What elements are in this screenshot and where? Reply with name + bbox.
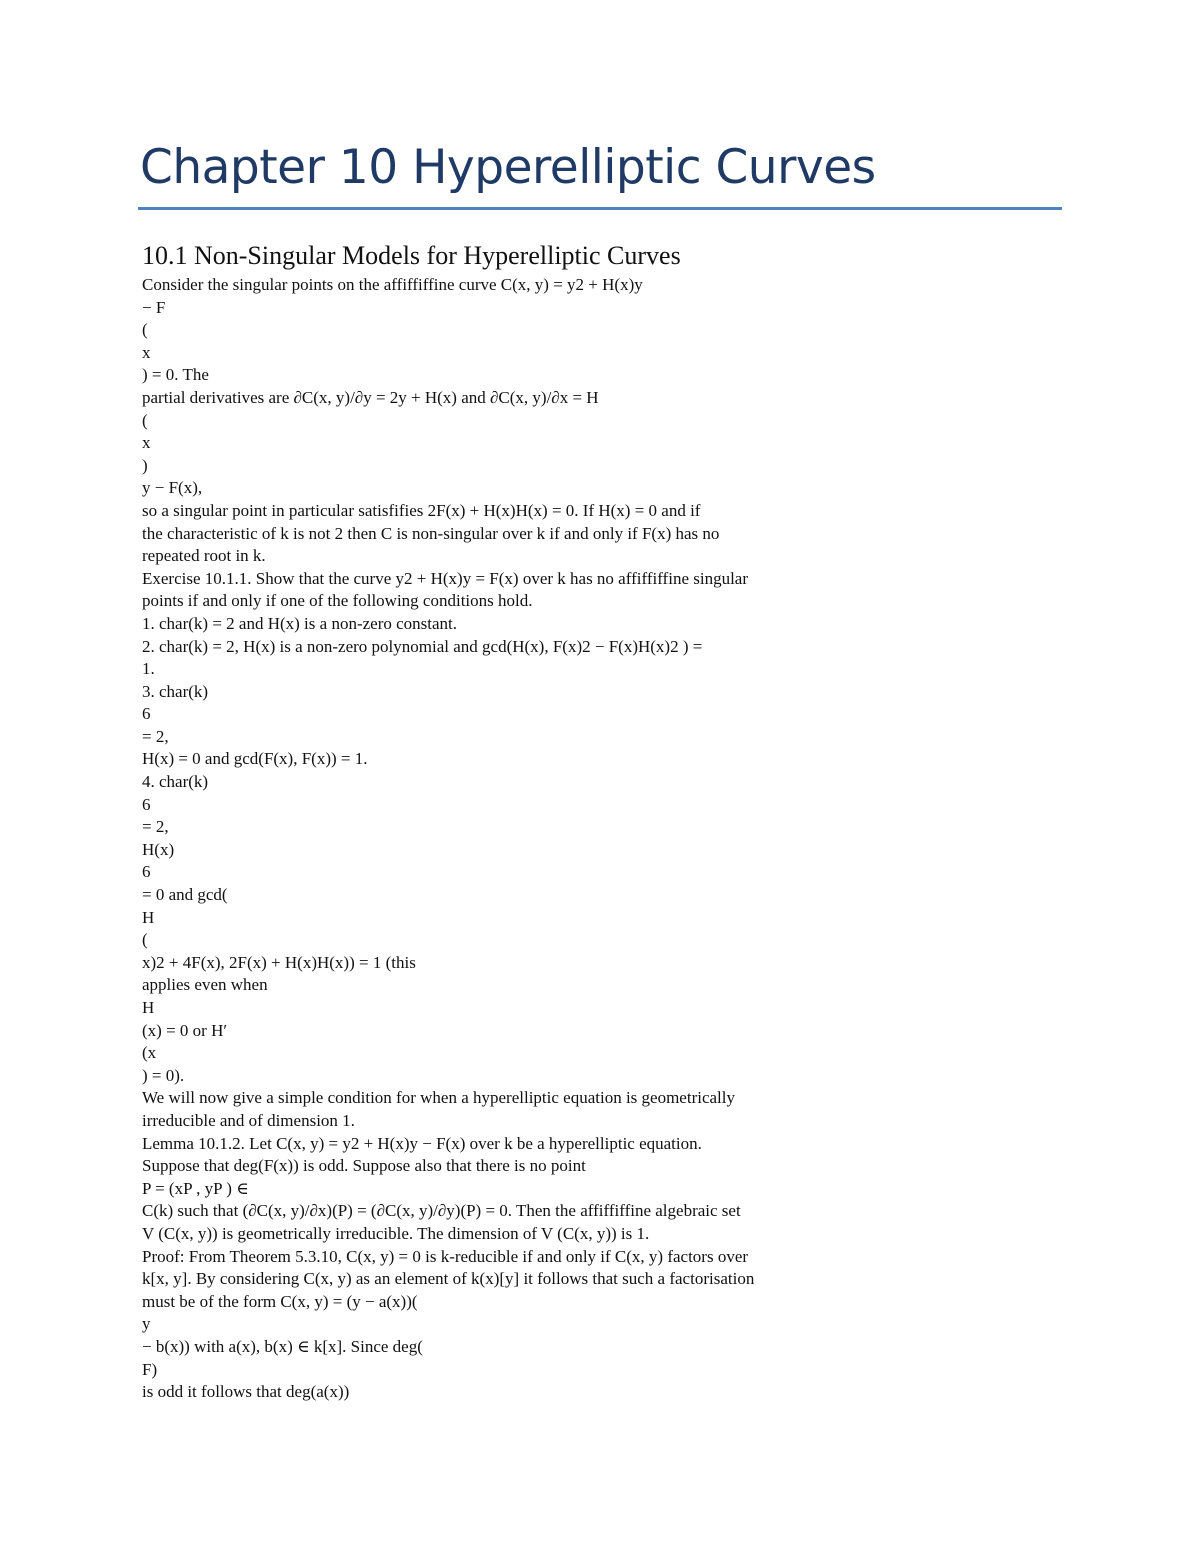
- text-line: − b(x)) with a(x), b(x) ∈ k[x]. Since deg(: [142, 1336, 423, 1356]
- text-line: x: [142, 342, 151, 362]
- text-line: x: [142, 433, 151, 453]
- text-line: 2. char(k) = 2, H(x) is a non-zero polynomial and gcd(H(x), F(x)2 − F(x)H(x)2 ) =: [142, 636, 703, 656]
- text-line: 1. char(k) = 2 and H(x) is a non-zero constant.: [142, 613, 458, 633]
- text-line: 3. char(k): [142, 681, 209, 701]
- text-line: Suppose that deg(F(x)) is odd. Suppose also that there is no point: [142, 1156, 586, 1176]
- text-line: F): [142, 1359, 158, 1379]
- text-line: k[x, y]. By considering C(x, y) as an element of k(x)[y] it follows that such a factorisation: [142, 1269, 755, 1289]
- text-line: points if and only if one of the following conditions hold.: [142, 591, 533, 611]
- text-line: Consider the singular points on the affiffiffine curve C(x, y) = y2 + H(x)y: [142, 275, 643, 294]
- text-line: H(x): [142, 839, 175, 859]
- section-heading: 10.1 Non-Singular Models for Hyperelliptic Curves: [142, 241, 681, 270]
- text-line: 6: [142, 862, 151, 882]
- body-text: [142, 274, 1042, 1404]
- text-line: C(k) such that (∂C(x, y)/∂x)(P) = (∂C(x, y)/∂y)(P) = 0. Then the affiffiffine algebraic set: [142, 1201, 741, 1221]
- text-line: Proof: From Theorem 5.3.10, C(x, y) = 0 is k-reducible if and only if C(x, y) factors over: [142, 1246, 749, 1266]
- text-line: y: [142, 1314, 151, 1334]
- text-line: 1.: [142, 659, 155, 679]
- text-line: = 0 and gcd(: [142, 885, 228, 905]
- text-line: Exercise 10.1.1. Show that the curve y2 + H(x)y = F(x) over k has no affiffiffine singular: [142, 568, 749, 588]
- text-line: applies even when: [142, 975, 268, 995]
- text-line: We will now give a simple condition for when a hyperelliptic equation is geometrically: [142, 1088, 735, 1108]
- text-line: = 2,: [142, 817, 169, 837]
- text-line: so a singular point in particular satisfifies 2F(x) + H(x)H(x) = 0. If H(x) = 0 and if: [142, 500, 701, 520]
- text-line: 6: [142, 704, 151, 724]
- text-line: 4. char(k): [142, 772, 209, 792]
- text-line: V (C(x, y)) is geometrically irreducible. The dimension of V (C(x, y)) is 1.: [142, 1223, 650, 1243]
- text-line: − F: [142, 297, 166, 317]
- text-line: (: [142, 410, 148, 430]
- text-line: irreducible and of dimension 1.: [142, 1110, 355, 1130]
- title-underline-rule: [138, 207, 1062, 210]
- text-line: ) = 0).: [142, 1065, 185, 1085]
- text-line: = 2,: [142, 726, 169, 746]
- text-line: (: [142, 930, 148, 950]
- text-line: is odd it follows that deg(a(x)): [142, 1382, 350, 1402]
- text-line: P = (xP , yP ) ∈: [142, 1178, 249, 1198]
- text-line: (x) = 0 or H′: [142, 1020, 228, 1040]
- text-line: partial derivatives are ∂C(x, y)/∂y = 2y + H(x) and ∂C(x, y)/∂x = H: [142, 387, 599, 407]
- text-line: H: [142, 998, 155, 1017]
- text-line: 6: [142, 794, 151, 814]
- text-line: x)2 + 4F(x), 2F(x) + H(x)H(x)) = 1 (this: [142, 952, 416, 972]
- text-line: H: [142, 907, 155, 927]
- text-line: must be of the form C(x, y) = (y − a(x))(: [142, 1291, 418, 1311]
- text-line: repeated root in k.: [142, 546, 266, 566]
- text-line: the characteristic of k is not 2 then C is non-singular over k if and only if F(x) has no: [142, 523, 720, 543]
- text-line: Lemma 10.1.2. Let C(x, y) = y2 + H(x)y − F(x) over k be a hyperelliptic equation.: [142, 1133, 702, 1153]
- text-line: (: [142, 320, 148, 340]
- text-line: ): [142, 455, 148, 475]
- text-line: H(x) = 0 and gcd(F(x), F(x)) = 1.: [142, 749, 368, 769]
- text-line: ) = 0. The: [142, 365, 209, 385]
- chapter-title: Chapter 10 Hyperelliptic Curves: [140, 140, 876, 195]
- text-line: (x: [142, 1043, 157, 1063]
- text-line: y − F(x),: [142, 478, 203, 498]
